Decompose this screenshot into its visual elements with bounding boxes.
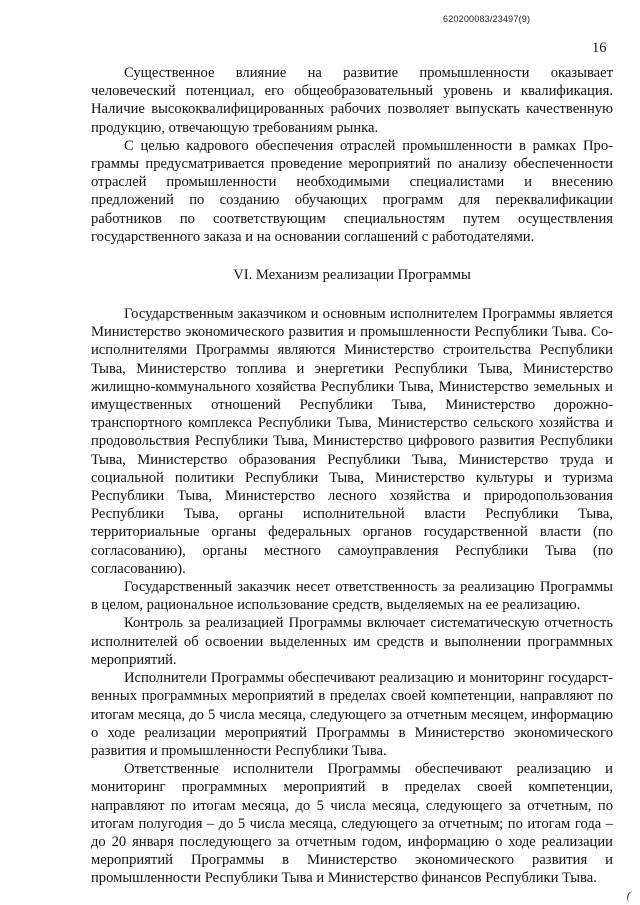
section-heading: VI. Механизм реализации Программы [233,267,471,284]
page-number: 16 [592,40,607,56]
paragraph-control: Контроль за реализацией Программы включает систематическую отчетность исполнителей об освоении выделенных им средств и выполнении программных мероприятий. [91,615,613,668]
paragraph-responsible-executors: Ответственные исполнители Программы обеспечивают реализацию и мониторинг программных мероприятий в пределах своей компетенции, направляют по итогам месяца, до 5 числа месяца, следующего за отчетным, по итогам полугодия – до 5 числа месяца, следующего за отчетным; по итогам года – до 20 января последующего за отчетным годом, информацию о ходе реализации мероприятий Программы в Министерство экономического развития и промышленности Республики Тыва и Министерство финансов Республики Тыва. [91,761,613,887]
paragraph-human-potential: Существенное влияние на развитие промышленности оказывает человеческий потенциал, его общеобразовательный уровень и квалификация. Наличие высококвалифицированных рабочих позволяет выпускать качественную продукцию, отвечающую требованиям рынка. [91,65,613,136]
document-body [91,64,613,888]
corner-mark: ( [625,887,634,903]
paragraph-customer-responsibility: Государственный заказчик несет ответственность за реализацию Программы в целом, рациональное использование средств, выделяемых на ее реализацию. [91,579,613,614]
document-code: 620200083/23497(9) [443,14,531,24]
paragraph-staffing: С целью кадрового обеспечения отраслей промышленности в рамках Программы предусматривается проведение мероприятий по анализу обеспеченности отраслей промышленности необходимыми специалистами и внесению предложений по созданию обучающих программ для переквалификации работников по соответствующим специальностям путем осуществления государственного заказа и на основании соглашений с работодателями. [91,137,613,245]
paragraph-executors-monitoring: Исполнители Программы обеспечивают реализацию и мониторинг государственных программных мероприятий в пределах своей компетенции, направляют по итогам месяца, до 5 числа месяца, следующего за отчетным месяцем, информацию о ходе реализации мероприятий Программы в Министерство экономического развития и промышленности Республики Тыва. [91,670,613,759]
paragraph-customer-executors: Государственным заказчиком и основным исполнителем Программы является Министерство экономического развития и промышленности Республики Тыва. Соисполнителями Программы являются Министерство строительства Республики Тыва, Министерство топлива и энергетики Республики Тыва, Министерство жилищно-коммунального хозяйства Республики Тыва, Министерство земельных и имущественных отношений Республики Тыва, Министерство дорожно-транспортного комплекса Республики Тыва, Министерство сельского хозяйства и продовольствия Республики Тыва, Министерство цифрового развития Республики Тыва, Министерство образования Республики Тыва, Министерство труда и социальной политики Республики Тыва, Министерство культуры и туризма Республики Тыва, Министерство лесного хозяйства и природопользования Республики Тыва, органы исполнительной власти Республики Тыва, территориальные органы федеральных органов государственной власти (по согласованию), органы местного самоуправления Республики Тыва (по согласованию). [91,306,613,577]
